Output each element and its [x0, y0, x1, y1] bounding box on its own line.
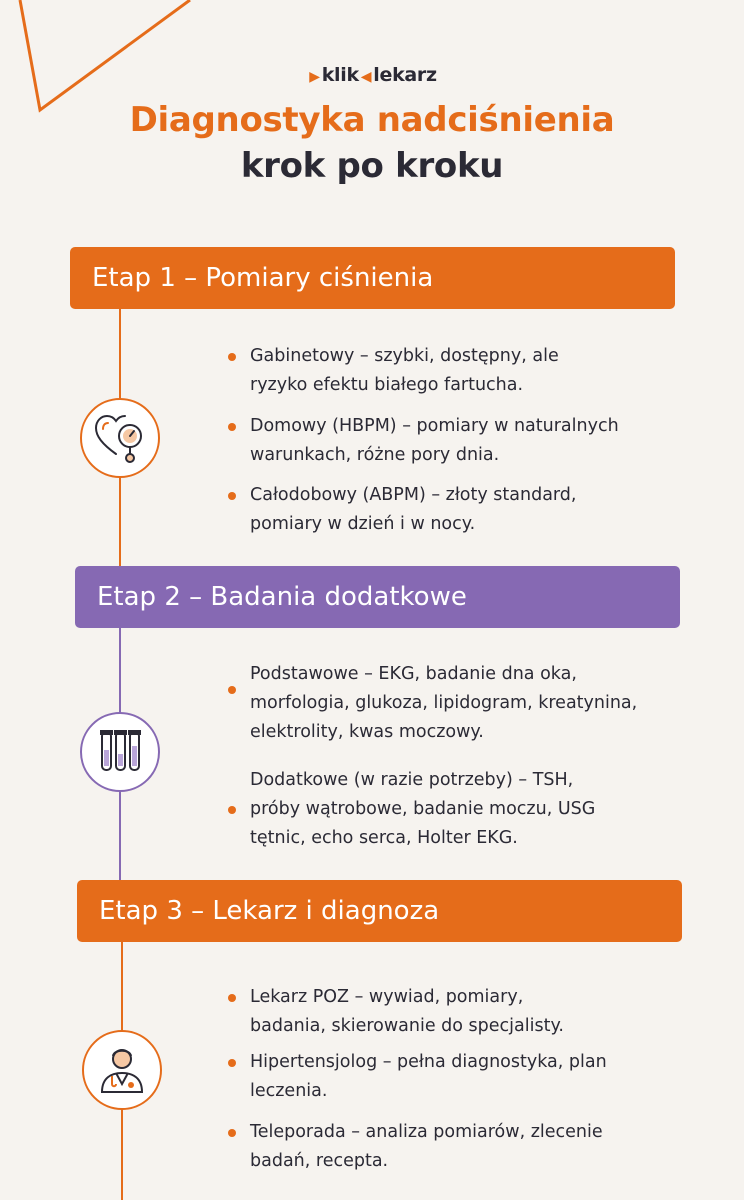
stage-3-item-text: Teleporada – analiza pomiarów, zlecenie badań, recepta. — [250, 1122, 603, 1171]
stage-3-item — [250, 1048, 700, 1106]
stage-3-item — [250, 1118, 700, 1176]
brand-logo — [0, 64, 744, 86]
bullet-dot — [228, 492, 236, 500]
stage-2-banner: Etap 2 – Badania dodatkowe — [75, 566, 680, 628]
test-tubes-icon — [92, 724, 148, 780]
brand-part2: lekarz — [373, 64, 437, 86]
stage-3-item — [250, 983, 700, 1041]
stage-1-item-text: Całodobowy (ABPM) – złoty standard, pomiary w dzień i w nocy. — [250, 485, 577, 534]
stage-1-banner: Etap 1 – Pomiary ciśnienia — [70, 247, 675, 309]
stage-2-item-text: Podstawowe – EKG, badanie dna oka, morfologia, glukoza, lipidogram, kreatynina, elektrolity, kwas moczowy. — [250, 664, 638, 742]
page-title: Diagnostyka nadciśnienia — [129, 100, 615, 140]
stage-1-item-text: Gabinetowy – szybki, dostępny, ale ryzyko efektu białego fartucha. — [250, 346, 559, 395]
brand-part1: klik — [321, 64, 359, 86]
bullet-dot — [228, 1059, 236, 1067]
bullet-dot — [228, 806, 236, 814]
stage-1-item-text: Domowy (HBPM) – pomiary w naturalnych warunkach, różne pory dnia. — [250, 416, 619, 465]
stage-2-item — [250, 766, 700, 853]
stage-3-item-text: Lekarz POZ – wywiad, pomiary, badania, skierowanie do specjalisty. — [250, 987, 564, 1036]
stage-1-icon-circle — [80, 398, 160, 478]
bullet-dot — [228, 353, 236, 361]
stage-3-item-text: Hipertensjolog – pełna diagnostyka, plan leczenia. — [250, 1052, 607, 1101]
rewind-mark-icon: ◀ — [360, 69, 372, 85]
page-subtitle: krok po kroku — [240, 146, 504, 186]
stage-1-item — [250, 412, 700, 470]
stage-3-banner: Etap 3 – Lekarz i diagnoza — [77, 880, 682, 942]
bullet-dot — [228, 686, 236, 694]
bullet-dot — [228, 994, 236, 1002]
stage-2-item — [250, 660, 700, 747]
stage-3-icon-circle — [82, 1030, 162, 1110]
stage-2-item-text: Dodatkowe (w razie potrzeby) – TSH, próby wątrobowe, badanie moczu, USG tętnic, echo serca, Holter EKG. — [250, 770, 596, 848]
stage-1-item — [250, 342, 700, 400]
doctor-icon — [94, 1042, 150, 1098]
stage-2-icon-circle — [80, 712, 160, 792]
bullet-dot — [228, 1129, 236, 1137]
stage-1-item — [250, 481, 700, 539]
heart-gauge-icon — [92, 410, 148, 466]
play-mark-icon: ▶ — [309, 69, 320, 85]
bullet-dot — [228, 423, 236, 431]
